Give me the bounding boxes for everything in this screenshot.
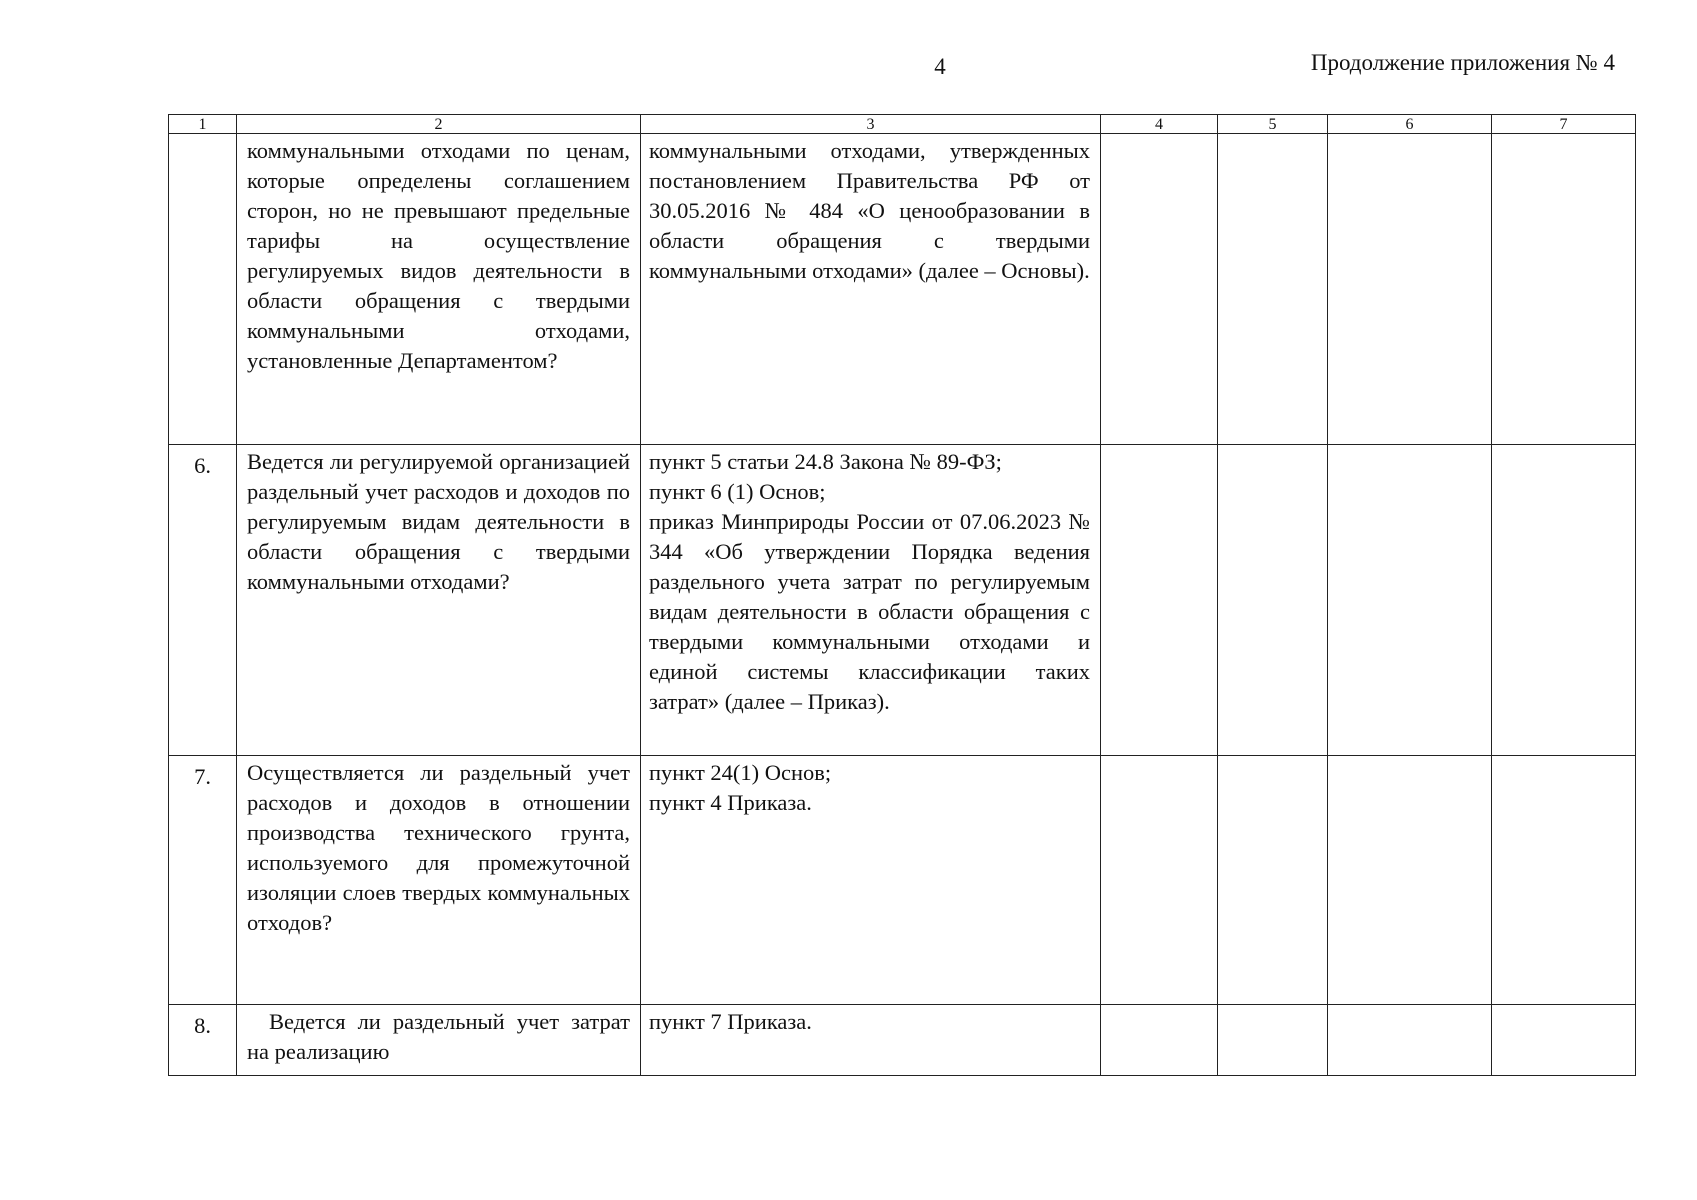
answer-cell [1218,134,1328,445]
reference-line: пункт 4 Приказа. [649,790,812,815]
row-number: 7. [169,756,237,1005]
question-cell: Ведется ли раздельный учет затрат на реализацию [237,1005,641,1076]
row-number: 8. [169,1005,237,1076]
table-row [169,756,1636,1005]
row-number [169,134,237,445]
legal-reference-cell: пункт 7 Приказа. [641,1005,1101,1076]
column-header: 4 [1101,115,1218,134]
column-header: 2 [237,115,641,134]
answer-cell [1218,445,1328,756]
reference-line: пункт 6 (1) Основ; [649,479,826,504]
column-header: 5 [1218,115,1328,134]
reference-line: пункт 5 статьи 24.8 Закона № 89-ФЗ; [649,449,1002,474]
answer-cell [1492,445,1636,756]
answer-cell [1492,134,1636,445]
legal-reference-cell: коммунальными отходами, утвержденных постановлением Правительства РФ от 30.05.2016 № 484 «О ценообразовании в области обращения с твердыми коммунальными отходами» (далее – Основы). [641,134,1101,445]
answer-cell [1492,756,1636,1005]
answer-cell [1328,1005,1492,1076]
row-number: 6. [169,445,237,756]
table-row [169,1005,1636,1076]
question-cell: коммунальными отходами по ценам, которые определены соглашением сторон, но не превышают предельные тарифы на осуществление регулируемых видов деятельности в области обращения с твердыми коммунальными отходами, установленные Департаментом? [237,134,641,445]
column-number-row [169,115,1636,134]
answer-cell [1101,1005,1218,1076]
answer-cell [1492,1005,1636,1076]
page-number: 4 [934,54,946,79]
column-header: 1 [169,115,237,134]
answer-cell [1218,756,1328,1005]
question-cell: Ведется ли регулируемой организацией раздельный учет расходов и доходов по регулируемым видам деятельности в области обращения с твердыми коммунальными отходами? [237,445,641,756]
column-header: 3 [641,115,1101,134]
table-row [169,445,1636,756]
column-header: 6 [1328,115,1492,134]
reference-line: пункт 24(1) Основ; [649,760,832,785]
answer-cell [1328,756,1492,1005]
reference-line: приказ Минприроды России от 07.06.2023 № 344 «Об утверждении Порядка ведения раздельного учета затрат по регулируемым видам деятельности в области обращения с твердыми коммунальными отходами и единой системы классификации таких затрат» (далее – Приказ). [649,509,1090,714]
column-header: 7 [1492,115,1636,134]
question-cell: Осуществляется ли раздельный учет расходов и доходов в отношении производства технического грунта, используемого для промежуточной изоляции слоев твердых коммунальных отходов? [237,756,641,1005]
answer-cell [1101,134,1218,445]
legal-reference-cell [641,756,1101,1005]
appendix-continuation-note: Продолжение приложения № 4 [1310,50,1615,75]
legal-reference-cell [641,445,1101,756]
table-row [169,134,1636,445]
checklist-table [168,114,1636,1076]
answer-cell [1328,445,1492,756]
answer-cell [1101,756,1218,1005]
answer-cell [1328,134,1492,445]
answer-cell [1101,445,1218,756]
answer-cell [1218,1005,1328,1076]
